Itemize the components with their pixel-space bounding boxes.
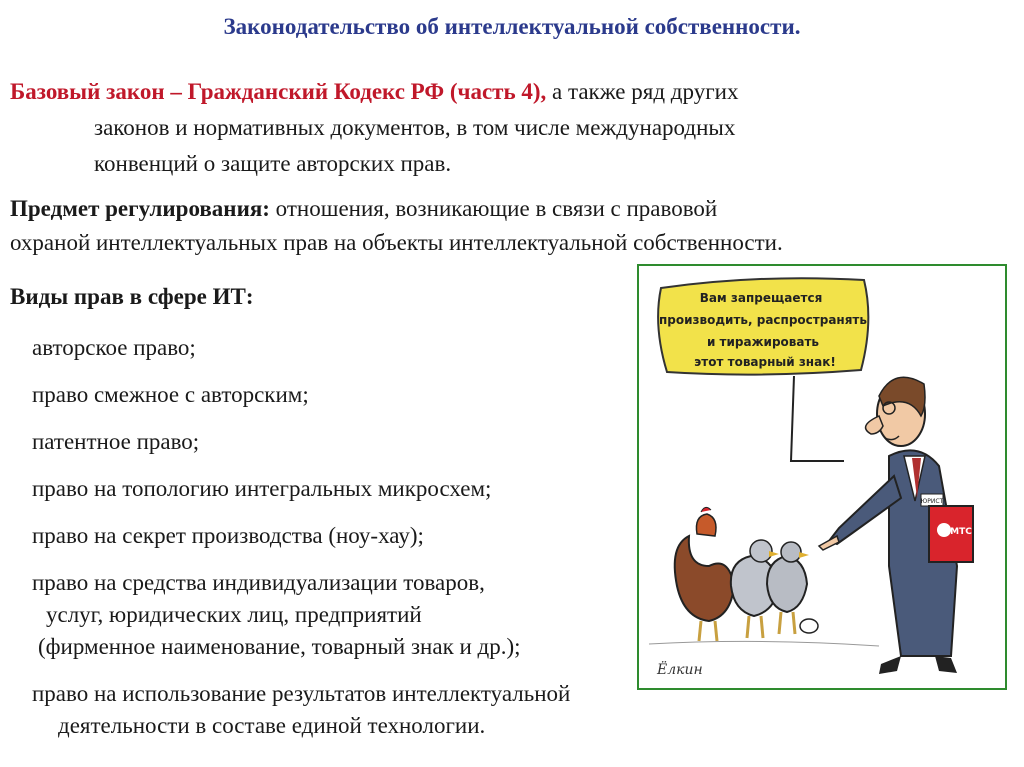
subject-text-2: охраной интеллектуальных прав на объекты интеллектуальной собственности. [10, 230, 783, 255]
subject-label: Предмет регулирования: [10, 196, 270, 221]
lawyer-badge-text: ЮРИСТ [920, 498, 944, 505]
sign-line: Вам запрещается [699, 291, 823, 305]
list-item-text: право на секрет производства (ноу-хау); [32, 523, 424, 548]
list-item [32, 426, 732, 458]
base-law-highlight: Базовый закон – Гражданский Кодекс РФ (часть 4), [10, 79, 547, 104]
artist-signature: Ёлкин [657, 662, 703, 678]
list-item-text: патентное право; [32, 429, 200, 454]
list-item [32, 567, 732, 663]
list-item-text: право на средства индивидуализации товаров, [32, 570, 485, 595]
subject-paragraph [10, 192, 1000, 260]
list-item-text: право на топологию интегральных микросхем; [32, 476, 492, 501]
subject-text-1: отношения, возникающие в связи с правовой [269, 196, 718, 221]
base-law-paragraph [10, 74, 970, 182]
list-item [32, 332, 732, 364]
list-item-text: право на использование результатов интеллектуальной [32, 681, 571, 706]
sign-line: производить, распространять [659, 313, 867, 327]
base-law-text-1: а также ряд других [546, 79, 739, 104]
base-law-text-3: конвенций о защите авторских прав. [94, 151, 452, 176]
list-item-text: право смежное с авторским; [32, 382, 309, 407]
cartoon-svg [639, 266, 1005, 688]
ground-line [649, 641, 879, 646]
list-item [32, 520, 732, 552]
slide-title: Законодательство об интеллектуальной собственности. [223, 14, 801, 39]
list-item [32, 678, 732, 742]
kinds-title: Виды прав в сфере ИТ: [10, 284, 254, 309]
sign-line: и тиражировать [706, 335, 820, 349]
rooster-figure [675, 507, 734, 641]
lawyer-figure [819, 377, 973, 674]
list-item [32, 379, 732, 411]
kinds-list [32, 332, 732, 757]
list-item-text-cont: услуг, юридических лиц, предприятий [46, 602, 422, 627]
list-item-text-cont: (фирменное наименование, товарный знак и др.); [38, 634, 521, 659]
list-item-text-cont: деятельности в составе единой технологии. [58, 713, 486, 738]
sign-line: этот товарный знак! [694, 355, 836, 369]
sign-post [791, 376, 844, 461]
list-item [32, 473, 732, 505]
base-law-text-2: законов и нормативных документов, в том числе международных [94, 115, 736, 140]
list-item-text: авторское право; [32, 335, 196, 360]
egg [800, 619, 818, 633]
cartoon-illustration [637, 264, 1007, 690]
folder-label: МТС [950, 527, 972, 537]
